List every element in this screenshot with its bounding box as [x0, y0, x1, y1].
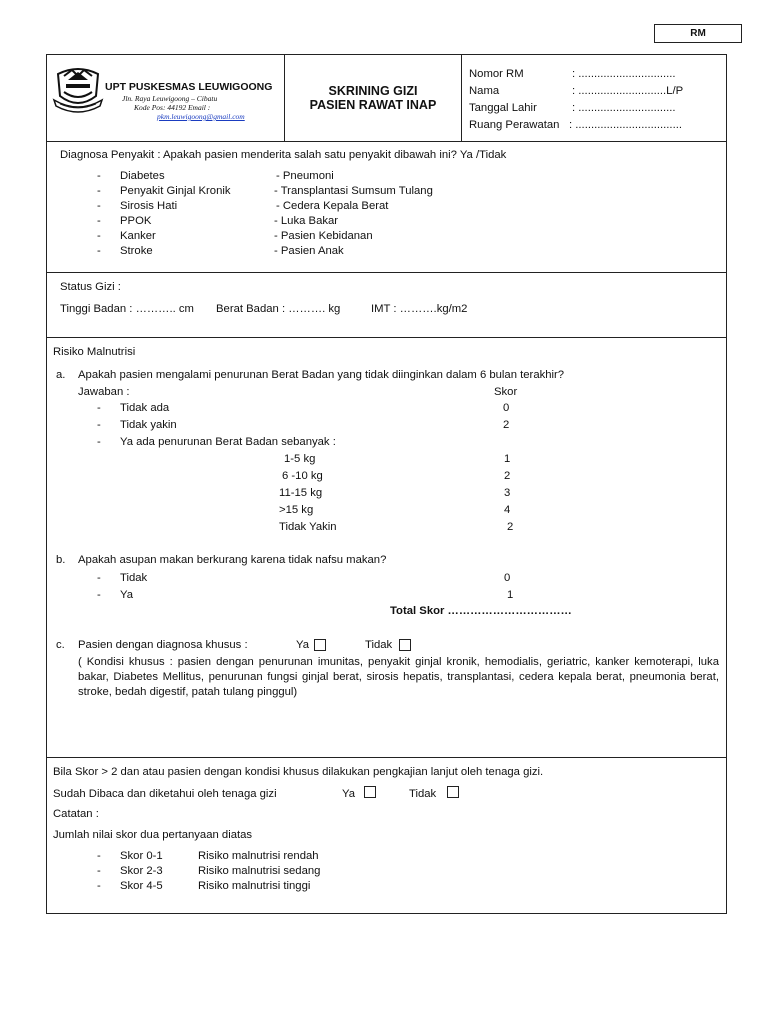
imt-field[interactable]: IMT : ……….kg/m2: [371, 303, 468, 315]
bullet: -: [97, 200, 101, 212]
answer-b-score: 0: [504, 572, 511, 584]
field-label-tanggal-lahir: Tanggal Lahir: [469, 102, 537, 114]
institution-email[interactable]: pkm.leuwigoong@gmail.com: [157, 112, 245, 121]
bullet: -: [97, 185, 101, 197]
risiko-title: Risiko Malnutrisi: [53, 346, 136, 358]
score-description: Risiko malnutrisi rendah: [198, 850, 319, 862]
bullet: -: [97, 170, 101, 182]
score-range: Skor 4-5: [120, 880, 163, 892]
field-label-ruang-perawatan: Ruang Perawatan: [469, 119, 560, 131]
divider-status: [46, 337, 727, 338]
disease-left: Sirosis Hati: [120, 200, 178, 212]
jawaban-header: Jawaban :: [78, 386, 130, 398]
status-gizi-title: Status Gizi :: [60, 281, 121, 293]
disease-left: Stroke: [120, 245, 153, 257]
question-c-label: c.: [56, 639, 65, 651]
answer-b-score: 1: [507, 589, 514, 601]
dibaca-ya-label: Ya: [342, 788, 355, 800]
disease-right: - Pneumoni: [276, 170, 334, 182]
disease-right: - Pasien Anak: [274, 245, 344, 257]
bullet: -: [97, 230, 101, 242]
dibaca-tidak-label: Tidak: [409, 788, 437, 800]
disease-right: - Transplantasi Sumsum Tulang: [274, 185, 433, 197]
field-value-ruang-perawatan[interactable]: : ..................................: [569, 119, 682, 131]
c-ya-label: Ya: [296, 639, 309, 651]
question-c-text: Pasien dengan diagnosa khusus :: [78, 639, 248, 651]
bullet: -: [97, 850, 101, 862]
answer-a-option[interactable]: Tidak yakin: [120, 419, 177, 431]
form-frame: [46, 54, 727, 914]
field-label-nomor-rm: Nomor RM: [469, 68, 524, 80]
c-ya-checkbox[interactable]: [314, 639, 326, 651]
disease-right: - Luka Bakar: [274, 215, 339, 227]
form-title-line2: PASIEN RAWAT INAP: [309, 98, 437, 112]
question-a-text: Apakah pasien mengalami penurunan Berat Badan yang tidak diinginkan dalam 6 bulan terakhir?: [78, 369, 565, 381]
catatan-label[interactable]: Catatan :: [53, 808, 99, 820]
field-label-nama: Nama: [469, 85, 500, 97]
berat-badan-field[interactable]: Berat Badan : ………. kg: [216, 303, 341, 315]
skor-header: Skor: [494, 386, 518, 398]
score-range: Skor 0-1: [120, 850, 163, 862]
weight-loss-option[interactable]: 11-15 kg: [279, 487, 323, 499]
disease-left: PPOK: [120, 215, 152, 227]
skor-note: Bila Skor > 2 dan atau pasien dengan kondisi khusus dilakukan pengkajian lanjut oleh tenaga gizi.: [53, 766, 544, 778]
tinggi-badan-field[interactable]: Tinggi Badan : ……….. cm: [60, 303, 194, 315]
disease-left: Kanker: [120, 230, 156, 242]
disease-right: - Pasien Kebidanan: [274, 230, 373, 242]
bullet: -: [97, 245, 101, 257]
answer-a-option[interactable]: Tidak ada: [120, 402, 170, 414]
divider-logo-title: [284, 54, 285, 141]
form-title-line1: SKRINING GIZI: [328, 84, 418, 98]
weight-loss-score: 2: [504, 470, 511, 482]
puskesmas-logo-icon: [50, 60, 106, 116]
institution-address: Jln. Raya Leuwigoong – Cibatu: [122, 94, 218, 103]
divider-title-fields: [461, 54, 462, 141]
bullet: -: [97, 589, 101, 601]
weight-loss-option[interactable]: 6 -10 kg: [282, 470, 323, 482]
question-b-label: b.: [56, 554, 66, 566]
dibaca-ya-checkbox[interactable]: [364, 786, 376, 798]
disease-left: Penyakit Ginjal Kronik: [120, 185, 231, 197]
divider-diagnosa: [46, 272, 727, 273]
c-tidak-checkbox[interactable]: [399, 639, 411, 651]
weight-loss-score: 2: [507, 521, 514, 533]
bullet: -: [97, 572, 101, 584]
score-description: Risiko malnutrisi tinggi: [198, 880, 311, 892]
score-range: Skor 2-3: [120, 865, 163, 877]
field-value-tanggal-lahir[interactable]: : ...............................: [572, 102, 676, 114]
bullet: -: [97, 419, 101, 431]
bullet: -: [97, 215, 101, 227]
answer-a-option[interactable]: Ya ada penurunan Berat Badan sebanyak :: [120, 436, 336, 448]
field-value-nama[interactable]: : ............................L/P: [572, 85, 684, 97]
institution-postal: Kode Pos: 44192 Email :: [134, 103, 211, 112]
c-tidak-label: Tidak: [365, 639, 393, 651]
question-b-text: Apakah asupan makan berkurang karena tidak nafsu makan?: [78, 554, 387, 566]
divider-header: [46, 141, 727, 142]
weight-loss-option[interactable]: 1-5 kg: [284, 453, 316, 465]
score-description: Risiko malnutrisi sedang: [198, 865, 321, 877]
weight-loss-score: 3: [504, 487, 511, 499]
disease-right: - Cedera Kepala Berat: [276, 200, 389, 212]
question-a-label: a.: [56, 369, 66, 381]
answer-a-score: 2: [503, 419, 510, 431]
bullet: -: [97, 436, 101, 448]
dibaca-tidak-checkbox[interactable]: [447, 786, 459, 798]
diagnosa-question: Diagnosa Penyakit : Apakah pasien menderita salah satu penyakit dibawah ini? Ya /Tidak: [60, 149, 507, 161]
kondisi-khusus-description: ( Kondisi khusus : pasien dengan penurunan imunitas, penyakit ginjal kronik, hemodialis, geriatric, kanker kemoterapi, luka bakar, Diabetes Mellitus, penurunan fungsi ginjal berat, sirosis hepatis, transplantasi, cedera kepala berat, pneumonia berat, stroke, bedah digestif, patah tulang pinggul): [78, 656, 719, 698]
jumlah-label: Jumlah nilai skor dua pertanyaan diatas: [53, 829, 253, 841]
institution-name: UPT PUSKESMAS LEUWIGOONG: [105, 81, 273, 93]
dibaca-label: Sudah Dibaca dan diketahui oleh tenaga gizi: [53, 788, 277, 800]
weight-loss-score: 1: [504, 453, 511, 465]
total-skor[interactable]: Total Skor ……………………………: [390, 605, 572, 617]
field-value-nomor-rm[interactable]: : ...............................: [572, 68, 676, 80]
disease-left: Diabetes: [120, 170, 165, 182]
answer-b-option[interactable]: Ya: [120, 589, 133, 601]
bullet: -: [97, 402, 101, 414]
bullet: -: [97, 865, 101, 877]
answer-b-option[interactable]: Tidak: [120, 572, 148, 584]
divider-risiko: [46, 757, 727, 758]
weight-loss-option[interactable]: >15 kg: [279, 504, 314, 516]
bullet: -: [97, 880, 101, 892]
weight-loss-option[interactable]: Tidak Yakin: [279, 521, 337, 533]
weight-loss-score: 4: [504, 504, 511, 516]
rm-box: RM: [654, 24, 742, 43]
answer-a-score: 0: [503, 402, 510, 414]
